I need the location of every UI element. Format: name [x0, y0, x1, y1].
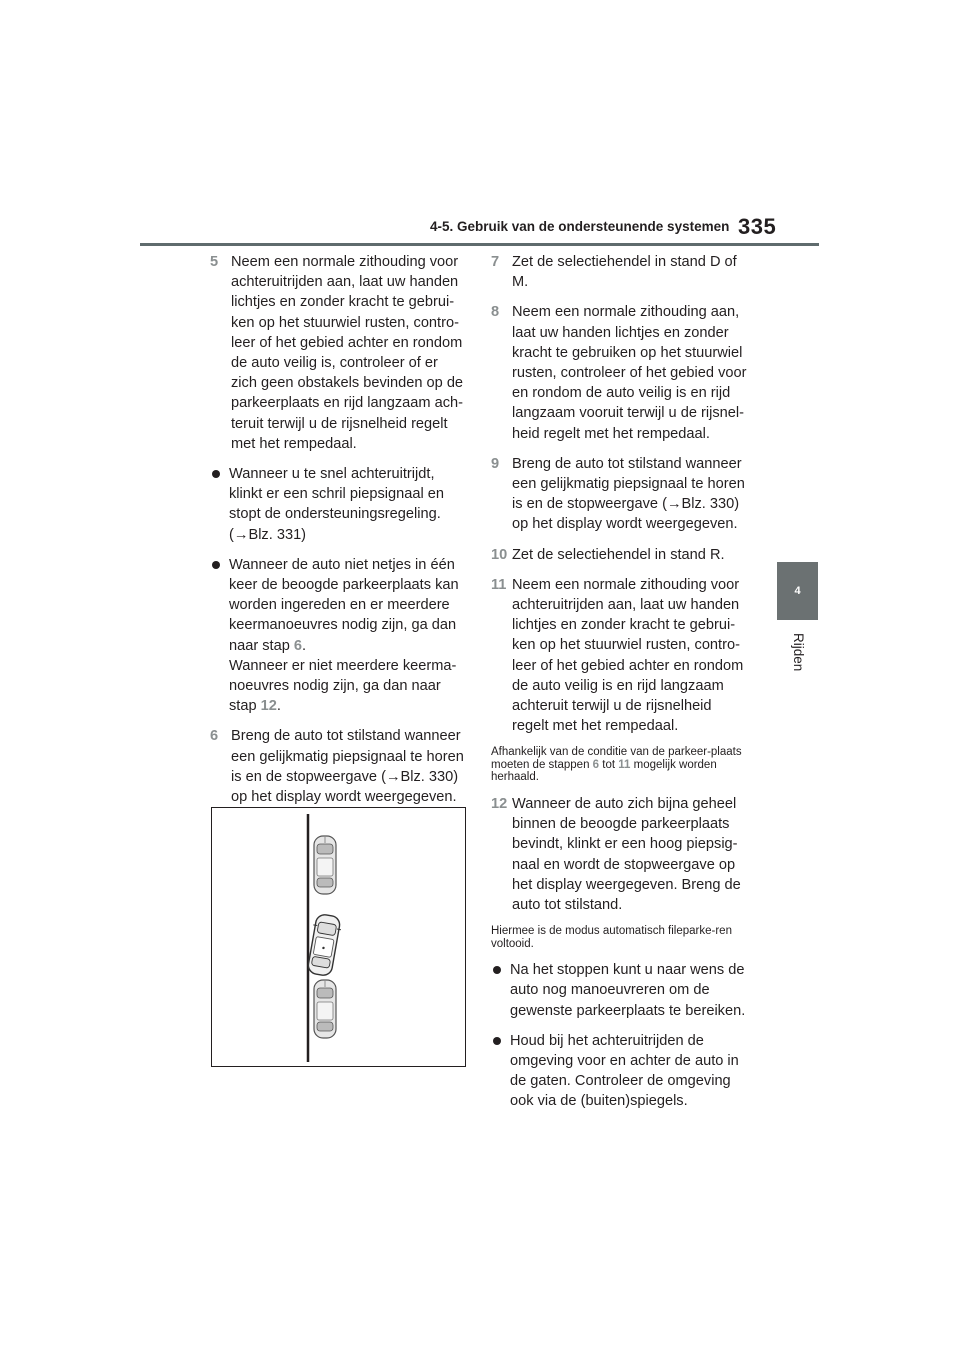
note-text: Afhankelijk van de conditie van de parkeer-plaats moeten de stappen: [491, 746, 742, 771]
step-text: Breng de auto tot stilstand wanneer een gelijkmatig piepsignaal te horen is en de stopweergave (→Blz. 330) op het display wordt weergegeven.: [512, 455, 745, 533]
step-reference: 6: [293, 637, 303, 654]
completion-note: Hiermee is de modus automatisch fileparke-ren voltooid.: [491, 925, 732, 950]
own-car-icon: [305, 913, 343, 977]
bullet-text: Wanneer de auto niet netjes in één keer de beoogde parkeerplaats kan worden ingereden en er meerdere keermanoeuvres nodig zijn, ga dan naar stap: [229, 556, 459, 654]
step-reference: 6: [592, 758, 600, 771]
bullet-too-fast: [210, 464, 466, 545]
step-8: [491, 302, 747, 443]
left-column: [210, 252, 466, 817]
bullet-text: Na het stoppen kunt u naar wens de auto nog manoeuvreren om de gewenste parkeerplaats te bereiken.: [510, 962, 746, 1019]
step-number: 6: [210, 728, 219, 745]
step-number: 12: [491, 795, 508, 812]
bullet-dot-icon: [212, 470, 220, 478]
step-5: [210, 252, 466, 454]
step-12: [491, 794, 747, 915]
note-text: mogelijk worden herhaald.: [491, 758, 717, 784]
step-text: Neem een normale zithouding aan, laat uw handen lichtjes en zonder kracht te gebruiken op het stuurwiel rusten, controleer of het gebied voor en rondom de auto veilig is en rijd langzaam vooruit terwijl u de rijsnel-heid regelt met het rempedaal.: [512, 304, 747, 442]
step-text: Breng de auto tot stilstand wanneer een gelijkmatig piepsignaal te horen is en de stopweergave (→Blz. 330) op het display wordt weergegeven.: [231, 728, 464, 806]
parked-car-rear-icon: [314, 980, 336, 1038]
page-number: 335: [738, 214, 777, 239]
chapter-label: Rijden: [791, 633, 806, 672]
step-7: [491, 252, 747, 292]
step-text: Neem een normale zithouding voor achteruitrijden aan, laat uw handen lichtjes en zonder kracht te gebrui-ken op het stuurwiel rusten, contro-leer of het gebied achter en rondom de auto veilig is en rijd langzaam achteruit terwijl u de rijsnelheid regelt met het rempedaal.: [512, 576, 744, 735]
step-number: 7: [491, 254, 500, 270]
step-number: 11: [491, 576, 507, 593]
bullet-dot-icon: [493, 1037, 501, 1045]
step-text: Zet de selectiehendel in stand D of M.: [512, 254, 737, 291]
step-11: [491, 575, 747, 737]
bullet-manoeuvre-after-stop: [491, 960, 747, 1021]
parked-car-front-icon: [314, 836, 336, 894]
parking-illustration: [211, 807, 466, 1067]
bullet-text: Wanneer er niet meerdere keerma-noeuvres nodig zijn, ga dan naar stap: [229, 657, 457, 715]
repeat-steps-note: [491, 746, 747, 784]
step-reference: 12: [260, 698, 277, 715]
step-number: 5: [210, 254, 219, 270]
step-text: Neem een normale zithouding voor achteruitrijden aan, laat uw handen lichtjes en zonder kracht te gebrui-ken op het stuurwiel rusten, contro-leer of het gebied achter en rondom de auto veilig is, controleer of er zich geen obstakels bevinden op de parkeerplaats en rijd langzaam ach-teruit terwijl u de rijsnelheid regelt met het rempedaal.: [231, 254, 464, 452]
section-title: 4-5. Gebruik van de ondersteunende systemen: [430, 219, 730, 234]
step-text: Zet de selectiehendel in stand R.: [512, 546, 725, 563]
bullet-check-surroundings: [491, 1031, 747, 1112]
note-text: tot: [599, 758, 619, 771]
chapter-tab[interactable]: 4: [777, 562, 818, 620]
step-6: [210, 726, 466, 807]
step-number: 9: [491, 455, 500, 472]
bullet-multiple-manoeuvres: [210, 555, 466, 717]
bullet-text: Houd bij het achteruitrijden de omgeving voor en achter de auto in de gaten. Controleer de omgeving ook via de (buiten)spiegels.: [510, 1032, 739, 1110]
step-number: 8: [491, 304, 500, 321]
bullet-text: .: [276, 698, 281, 715]
step-9: [491, 454, 747, 535]
header-rule: [140, 243, 819, 246]
bullet-text: Wanneer u te snel achteruitrijdt, klinkt er een schril piepsignaal en stopt de ondersteuningsregeling. (→Blz. 331): [229, 466, 444, 543]
step-number: 10: [491, 546, 508, 563]
right-column: [491, 252, 747, 1122]
step-text: Wanneer de auto zich bijna geheel binnen de beoogde parkeerplaats bevindt, klinkt er een hoog piepsig-naal en wordt de stopweergave op het display weergegeven. Breng de auto tot stilstand.: [512, 795, 741, 913]
bullet-text: .: [302, 637, 307, 654]
step-10: [491, 545, 747, 565]
bullet-dot-icon: [493, 966, 501, 974]
step-reference: 11: [618, 758, 631, 771]
bullet-dot-icon: [212, 561, 220, 569]
